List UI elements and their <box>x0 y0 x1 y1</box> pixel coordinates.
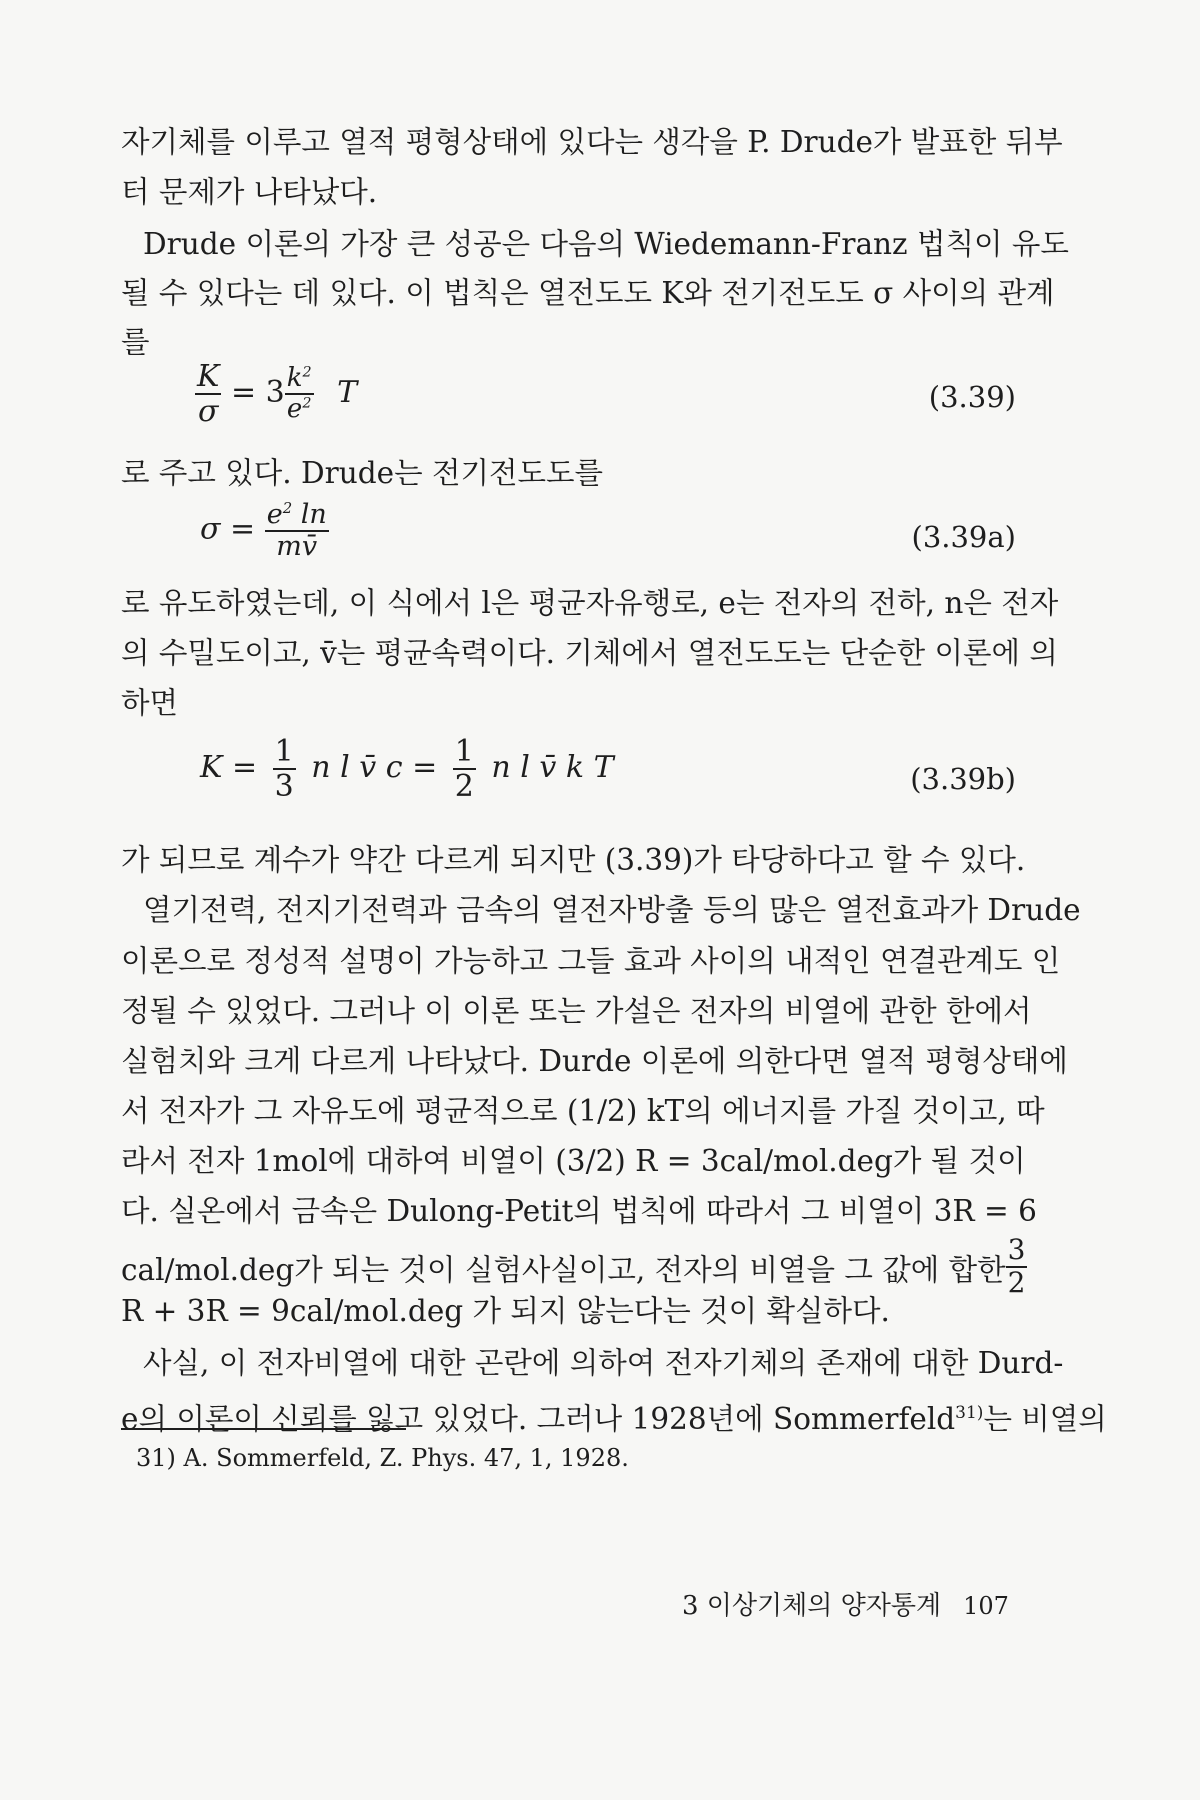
eq-e-sup: 2 <box>302 395 312 412</box>
footnote-reference: 31) <box>955 1403 984 1423</box>
eq-mid: n l v̄ c = <box>311 750 438 785</box>
eq-den-mv: mv̄ <box>276 530 318 562</box>
eq-f1-num: 1 <box>274 734 294 769</box>
text-line: 가 되므로 계수가 약간 다르게 되지만 (3.39)가 타당하다고 할 수 있다. <box>121 843 1026 877</box>
text-line: 실험치와 크게 다르게 나타났다. Durde 이론에 의한다면 열적 평형상태에 <box>121 1044 1068 1078</box>
text-line: 터 문제가 나타났다. <box>121 175 378 209</box>
eq-equals: = 3 <box>230 375 285 410</box>
text-line: 라서 전자 1mol에 대하여 비열이 (3/2) R = 3cal/mol.deg가 될 것이 <box>121 1144 1026 1178</box>
text-line: 로 유도하였는데, 이 식에서 l은 평균자유행로, e는 전자의 전하, n은 전자 <box>121 586 1059 620</box>
page-number: 107 <box>963 1592 1009 1620</box>
eq-k-sup: 2 <box>302 364 312 381</box>
eq-k: k <box>286 363 303 394</box>
text-line <box>121 1393 1107 1439</box>
eq-sigma: σ = <box>200 511 256 547</box>
eq-num-sup: 2 <box>282 499 293 517</box>
eq-lhs-denominator: σ <box>197 394 219 429</box>
text-line: 열기전력, 전지기전력과 금속의 열전자방출 등의 많은 열전효과가 Drude <box>143 893 1081 927</box>
inline-frac-num: 3 <box>1007 1233 1026 1266</box>
equation-3-39b <box>200 735 614 803</box>
eq-k-lhs: K = <box>200 750 258 785</box>
text-line: 로 주고 있다. Drude는 전기전도도를 <box>121 456 603 490</box>
footnote: 31) A. Sommerfeld, Z. Phys. 47, 1, 1928. <box>136 1444 629 1472</box>
text-line <box>121 1233 1026 1299</box>
text-line: 를 <box>121 325 150 359</box>
text-line: 서 전자가 그 자유도에 평균적으로 (1/2) kT의 에너지를 가질 것이고, 따 <box>121 1094 1045 1128</box>
equation-number: (3.39) <box>928 380 1016 414</box>
eq-e: e <box>286 394 303 424</box>
text-line: 의 수밀도이고, v̄는 평균속력이다. 기체에서 열전도도는 단순한 이론에 의 <box>121 636 1058 670</box>
equation-number: (3.39b) <box>910 762 1016 796</box>
text-line-part: cal/mol.deg가 되는 것이 실험사실이고, 전자의 비열을 그 값에 합한 <box>121 1252 1006 1287</box>
equation-3-39a <box>200 500 329 561</box>
text-line: 하면 <box>121 686 178 720</box>
eq-num-e: e <box>266 499 283 530</box>
text-line: 이론으로 정성적 설명이 가능하고 그들 효과 사이의 내적인 연결관계도 인 <box>121 944 1061 978</box>
eq-t: T <box>337 375 358 410</box>
text-line: R + 3R = 9cal/mol.deg 가 되지 않는다는 것이 확실하다. <box>121 1294 890 1328</box>
running-footer <box>682 1585 1009 1622</box>
text-line: 정될 수 있었다. 그러나 이 이론 또는 가설은 전자의 비열에 관한 한에서 <box>121 994 1032 1028</box>
text-line: 다. 실온에서 금속은 Dulong-Petit의 법칙에 따라서 그 비열이 3R = 6 <box>121 1194 1037 1228</box>
text-line: 사실, 이 전자비열에 대한 곤란에 의하여 전자기체의 존재에 대한 Durd- <box>143 1346 1064 1380</box>
text-line: Drude 이론의 가장 큰 성공은 다음의 Wiedemann-Franz 법칙이 유도 <box>143 227 1069 261</box>
eq-lhs-numerator: K <box>197 359 220 394</box>
equation-3-39 <box>195 360 357 428</box>
text-line-part: 는 비열의 <box>983 1401 1107 1436</box>
text-line: 될 수 있다는 데 있다. 이 법칙은 열전도도 K와 전기전도도 σ 사이의 관계 <box>121 276 1055 310</box>
eq-f2-num: 1 <box>454 734 474 769</box>
eq-rest: n l v̄ k T <box>491 750 614 785</box>
inline-frac-den: 2 <box>1007 1265 1026 1299</box>
chapter-title: 3 이상기체의 양자통계 <box>682 1591 942 1621</box>
eq-num-ln: ln <box>292 499 327 530</box>
eq-f2-den: 2 <box>454 769 474 804</box>
text-line: 자기체를 이루고 열적 평형상태에 있다는 생각을 P. Drude가 발표한 뒤부 <box>121 125 1063 159</box>
text-line-part: e의 이론이 신뢰를 잃고 있었다. 그러나 1928년에 Sommerfeld <box>121 1401 956 1436</box>
equation-number: (3.39a) <box>911 520 1016 554</box>
footnote-rule <box>121 1428 406 1430</box>
eq-f1-den: 3 <box>274 769 294 804</box>
